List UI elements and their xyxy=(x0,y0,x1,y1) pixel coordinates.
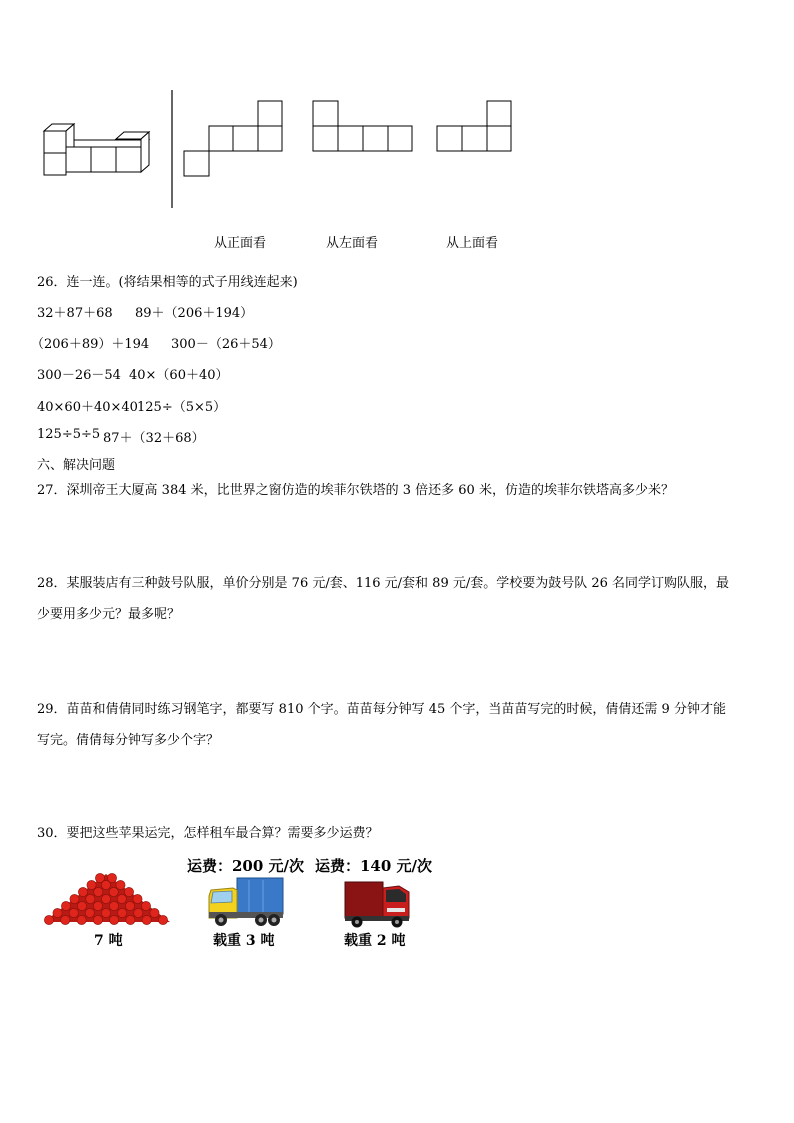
q26-left-4: 40×60＋40×40 xyxy=(37,400,138,415)
apple xyxy=(101,894,110,903)
apple xyxy=(86,894,95,903)
truck-3-ton-label: 载重 3 吨 xyxy=(213,933,275,949)
q26-right-2: 300－（26＋54） xyxy=(171,337,281,352)
apple xyxy=(61,915,70,924)
fee-small-truck: 运费：140 元/次 xyxy=(315,857,433,875)
apple xyxy=(70,894,79,903)
apple xyxy=(85,908,94,917)
apple xyxy=(158,915,167,924)
truck-2-ton-label: 载重 2 吨 xyxy=(344,933,406,949)
q26-right-5: 87＋（32＋68） xyxy=(103,431,205,446)
q27-text: 27．深圳帝王大厦高 384 米，比世界之窗仿造的埃菲尔铁塔的 3 倍还多 60 米，仿造的埃菲尔铁塔高多少米？ xyxy=(37,483,674,498)
q26-right-1: 89＋（206＋194） xyxy=(135,306,254,321)
apple xyxy=(44,915,53,924)
apple xyxy=(94,887,103,896)
q26-left-2: （206＋89）＋194 xyxy=(31,337,150,352)
apple xyxy=(126,915,135,924)
label-top-view: 从上面看 xyxy=(446,236,499,251)
apple xyxy=(101,880,110,889)
truck-3-ton-image xyxy=(207,876,287,932)
truck-2-ton-image xyxy=(343,878,413,930)
cube-solid-figure xyxy=(0,0,794,220)
q28-line-1: 28．某服装店有三种鼓号队服，单价分别是 76 元/套、116 元/套和 89 元/套。学校要为鼓号队 26 名同学订购队服，最 xyxy=(37,576,730,591)
apple xyxy=(87,880,96,889)
apple xyxy=(77,915,86,924)
q26-title: 26．连一连。(将结果相等的式子用线连起来) xyxy=(37,275,298,290)
apple xyxy=(118,908,127,917)
apple xyxy=(116,880,125,889)
q29-line-2: 写完。倩倩每分钟写多少个字？ xyxy=(37,733,220,748)
apple xyxy=(61,901,70,910)
apple xyxy=(125,901,134,910)
apple xyxy=(124,887,133,896)
apple-pile-image xyxy=(40,868,175,928)
apple xyxy=(78,887,87,896)
apple xyxy=(134,908,143,917)
top-view xyxy=(437,101,511,151)
apple xyxy=(69,908,78,917)
apple xyxy=(109,901,118,910)
apples-weight-label: 7 吨 xyxy=(94,933,123,949)
apple xyxy=(93,901,102,910)
label-left-view: 从左面看 xyxy=(326,236,379,251)
q26-right-3: 40×（60＋40） xyxy=(129,368,229,383)
apple xyxy=(109,887,118,896)
q26-right-4: 125÷（5×5） xyxy=(137,400,227,415)
apple xyxy=(141,901,150,910)
q26-left-3: 300－26－54 xyxy=(37,368,121,383)
q29-line-1: 29．苗苗和倩倩同时练习钢笔字，都要写 810 个字。苗苗每分钟写 45 个字，当苗苗写完的时候，倩倩还需 9 分钟才能 xyxy=(37,702,726,717)
apple xyxy=(150,908,159,917)
q30-text: 30．要把这些苹果运完，怎样租车最合算？需要多少运费？ xyxy=(37,826,379,841)
apple xyxy=(110,915,119,924)
section-6-title: 六、解决问题 xyxy=(37,458,116,473)
apple xyxy=(77,901,86,910)
q26-left-5: 125÷5÷5 xyxy=(37,427,101,442)
apple xyxy=(101,908,110,917)
front-view xyxy=(184,101,282,176)
left-view xyxy=(313,101,412,151)
apple xyxy=(93,915,102,924)
apple xyxy=(117,894,126,903)
q28-line-2: 少要用多少元？最多呢？ xyxy=(37,607,181,622)
fee-big-truck: 运费：200 元/次 xyxy=(187,857,305,875)
apple xyxy=(133,894,142,903)
q26-left-1: 32＋87＋68 xyxy=(37,306,113,321)
label-front-view: 从正面看 xyxy=(214,236,267,251)
apple xyxy=(142,915,151,924)
apple xyxy=(53,908,62,917)
